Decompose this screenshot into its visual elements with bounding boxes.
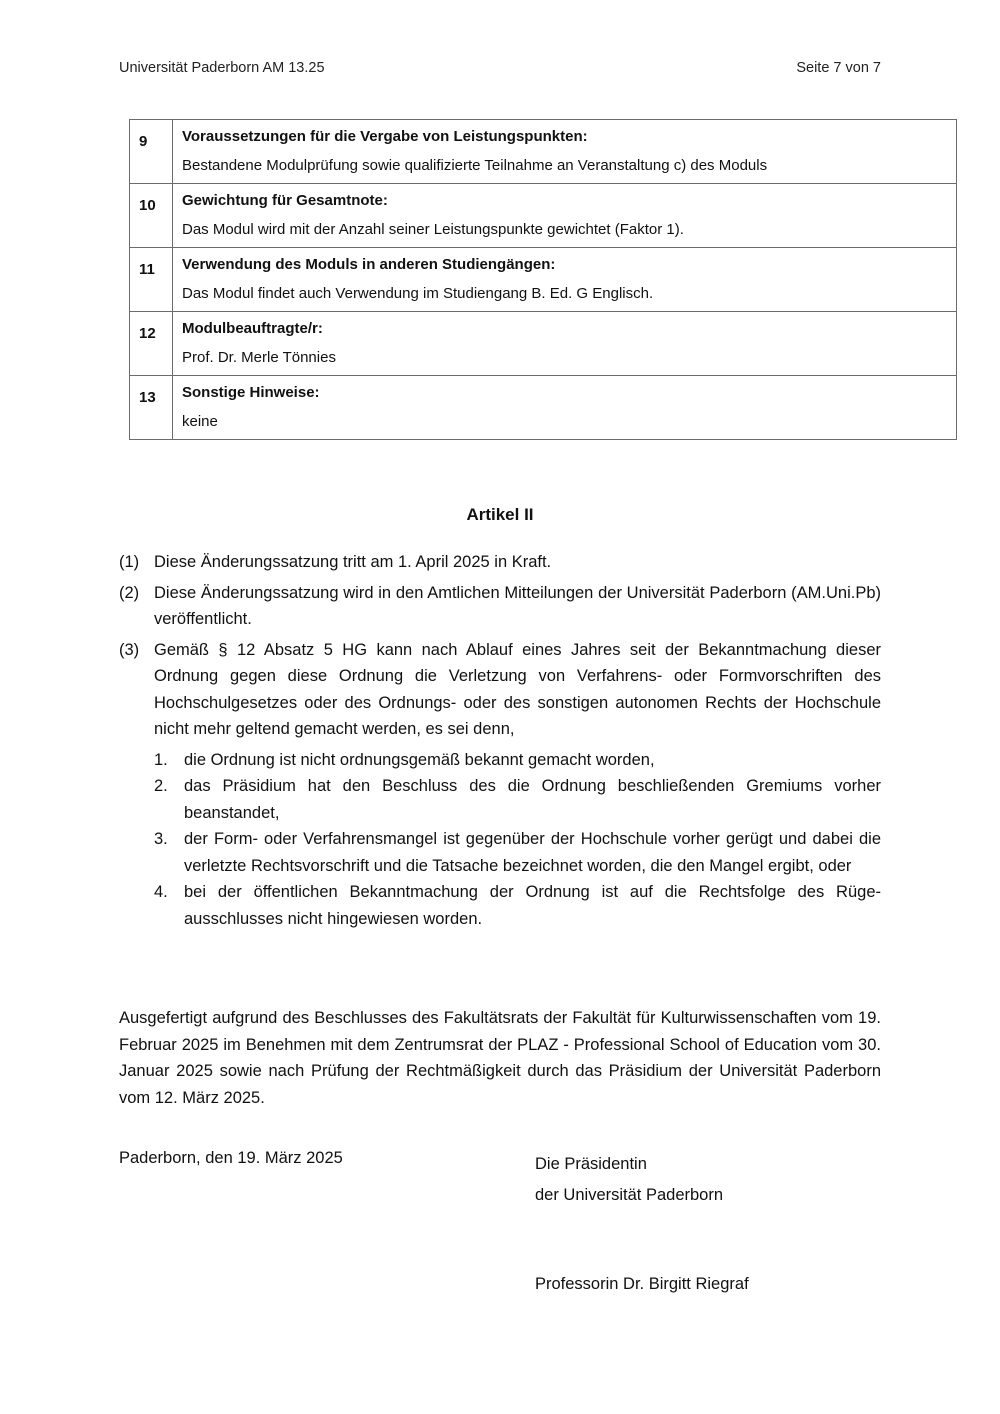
row-content: [173, 184, 957, 248]
list-item-text: die Ordnung ist nicht ordnungsgemäß bekannt gemacht worden,: [184, 750, 655, 769]
list-item: [154, 826, 881, 879]
paragraph-text: Diese Änderungssatzung wird in den Amtlichen Mitteilungen der Universität Paderborn (AM.Uni.Pb) veröffentlicht.: [154, 583, 881, 628]
module-table: [129, 119, 957, 440]
article-heading: Artikel II: [466, 505, 534, 524]
row-number: 9: [130, 120, 173, 184]
row-title: Voraussetzungen für die Vergabe von Leistungspunkten:: [182, 128, 588, 145]
header-page-number: Seite 7 von 7: [796, 60, 881, 76]
list-item-number: 2.: [154, 777, 168, 795]
signer-name: Professorin Dr. Birgitt Riegraf: [535, 1275, 749, 1293]
table-row: [130, 184, 957, 248]
list-item: [154, 773, 881, 826]
row-title: Sonstige Hinweise:: [182, 384, 320, 401]
paragraph: [119, 637, 881, 743]
list-item: [154, 747, 881, 774]
signature-block: [535, 1149, 723, 1211]
row-value: Das Modul wird mit der Anzahl seiner Leistungspunkte gewichtet (Faktor 1).: [182, 221, 684, 238]
row-value: Bestandene Modulprüfung sowie qualifizierte Teilnahme an Veranstaltung c) des Moduls: [182, 157, 768, 174]
list-item-text: der Form- oder Verfahrensmangel ist gegenüber der Hochschule vorher gerügt und dabei die verletzte Rechtsvorschrift und die Tatsache bezeichnet worden, die den Mangel ergibt, oder: [184, 830, 881, 875]
list-item: [154, 879, 881, 932]
row-value: keine: [182, 413, 218, 430]
row-number: 11: [130, 248, 173, 312]
paragraph-text: Gemäß § 12 Absatz 5 HG kann nach Ablauf eines Jahres seit der Bekanntmachung dieser Ordnung gegen diese Ordnung die Verletzung von Verfahrens- oder Formvorschriften des Hochschulgesetzes oder des Ordnungs- oder des sonstigen autonomen Rechts der Hochschule nicht mehr geltend gemacht werden, es sei denn,: [154, 640, 881, 738]
row-number: 10: [130, 184, 173, 248]
row-title: Verwendung des Moduls in anderen Studiengängen:: [182, 256, 556, 273]
signature-title: Die Präsidentin: [535, 1155, 647, 1173]
paragraph-number: (3): [119, 640, 140, 659]
table-row: [130, 376, 957, 440]
row-content: [173, 376, 957, 440]
paragraph-number: (1): [119, 553, 140, 571]
row-value: Das Modul findet auch Verwendung im Studiengang B. Ed. G Englisch.: [182, 285, 654, 302]
list-item-number: 1.: [154, 750, 168, 769]
row-content: [173, 312, 957, 376]
row-number: 13: [130, 376, 173, 440]
row-content: [173, 120, 957, 184]
page-header: [119, 60, 881, 76]
paragraph-text: Diese Änderungssatzung tritt am 1. April 2025 in Kraft.: [154, 553, 552, 571]
paragraph: [119, 580, 881, 633]
signature-institution: der Universität Paderborn: [535, 1186, 724, 1204]
row-title: Modulbeauftragte/r:: [182, 320, 323, 337]
place-and-date: Paderborn, den 19. März 2025: [119, 1149, 343, 1167]
row-number: 12: [130, 312, 173, 376]
list-item-text: das Präsidium hat den Beschluss des die Ordnung beschließenden Gremiums vorher beanstandet,: [184, 777, 881, 822]
list-item-number: 3.: [154, 830, 168, 848]
row-content: [173, 248, 957, 312]
table-row: [130, 120, 957, 184]
row-title: Gewichtung für Gesamtnote:: [182, 192, 388, 209]
row-value: Prof. Dr. Merle Tönnies: [182, 349, 336, 366]
article-body: [119, 549, 881, 932]
closing-statement: Ausgefertigt aufgrund des Beschlusses des Fakultätsrats der Fakultät für Kulturwissenschaften vom 19. Februar 2025 im Benehmen mit dem Zentrumsrat der PLAZ - Professional School of Education vom 30. Januar 2025 sowie nach Prüfung der Rechtmäßigkeit durch das Präsidium der Universität Paderborn vom 12. März 2025.: [119, 1009, 881, 1107]
paragraph-number: (2): [119, 583, 140, 602]
list-item-number: 4.: [154, 883, 168, 901]
header-document-id: Universität Paderborn AM 13.25: [119, 60, 325, 76]
table-row: [130, 312, 957, 376]
paragraph: [119, 549, 881, 576]
table-row: [130, 248, 957, 312]
list-item-text: bei der öffentlichen Bekanntmachung der Ordnung ist auf die Rechtsfolge des Rügeausschlusses nicht hingewiesen worden.: [184, 883, 881, 928]
